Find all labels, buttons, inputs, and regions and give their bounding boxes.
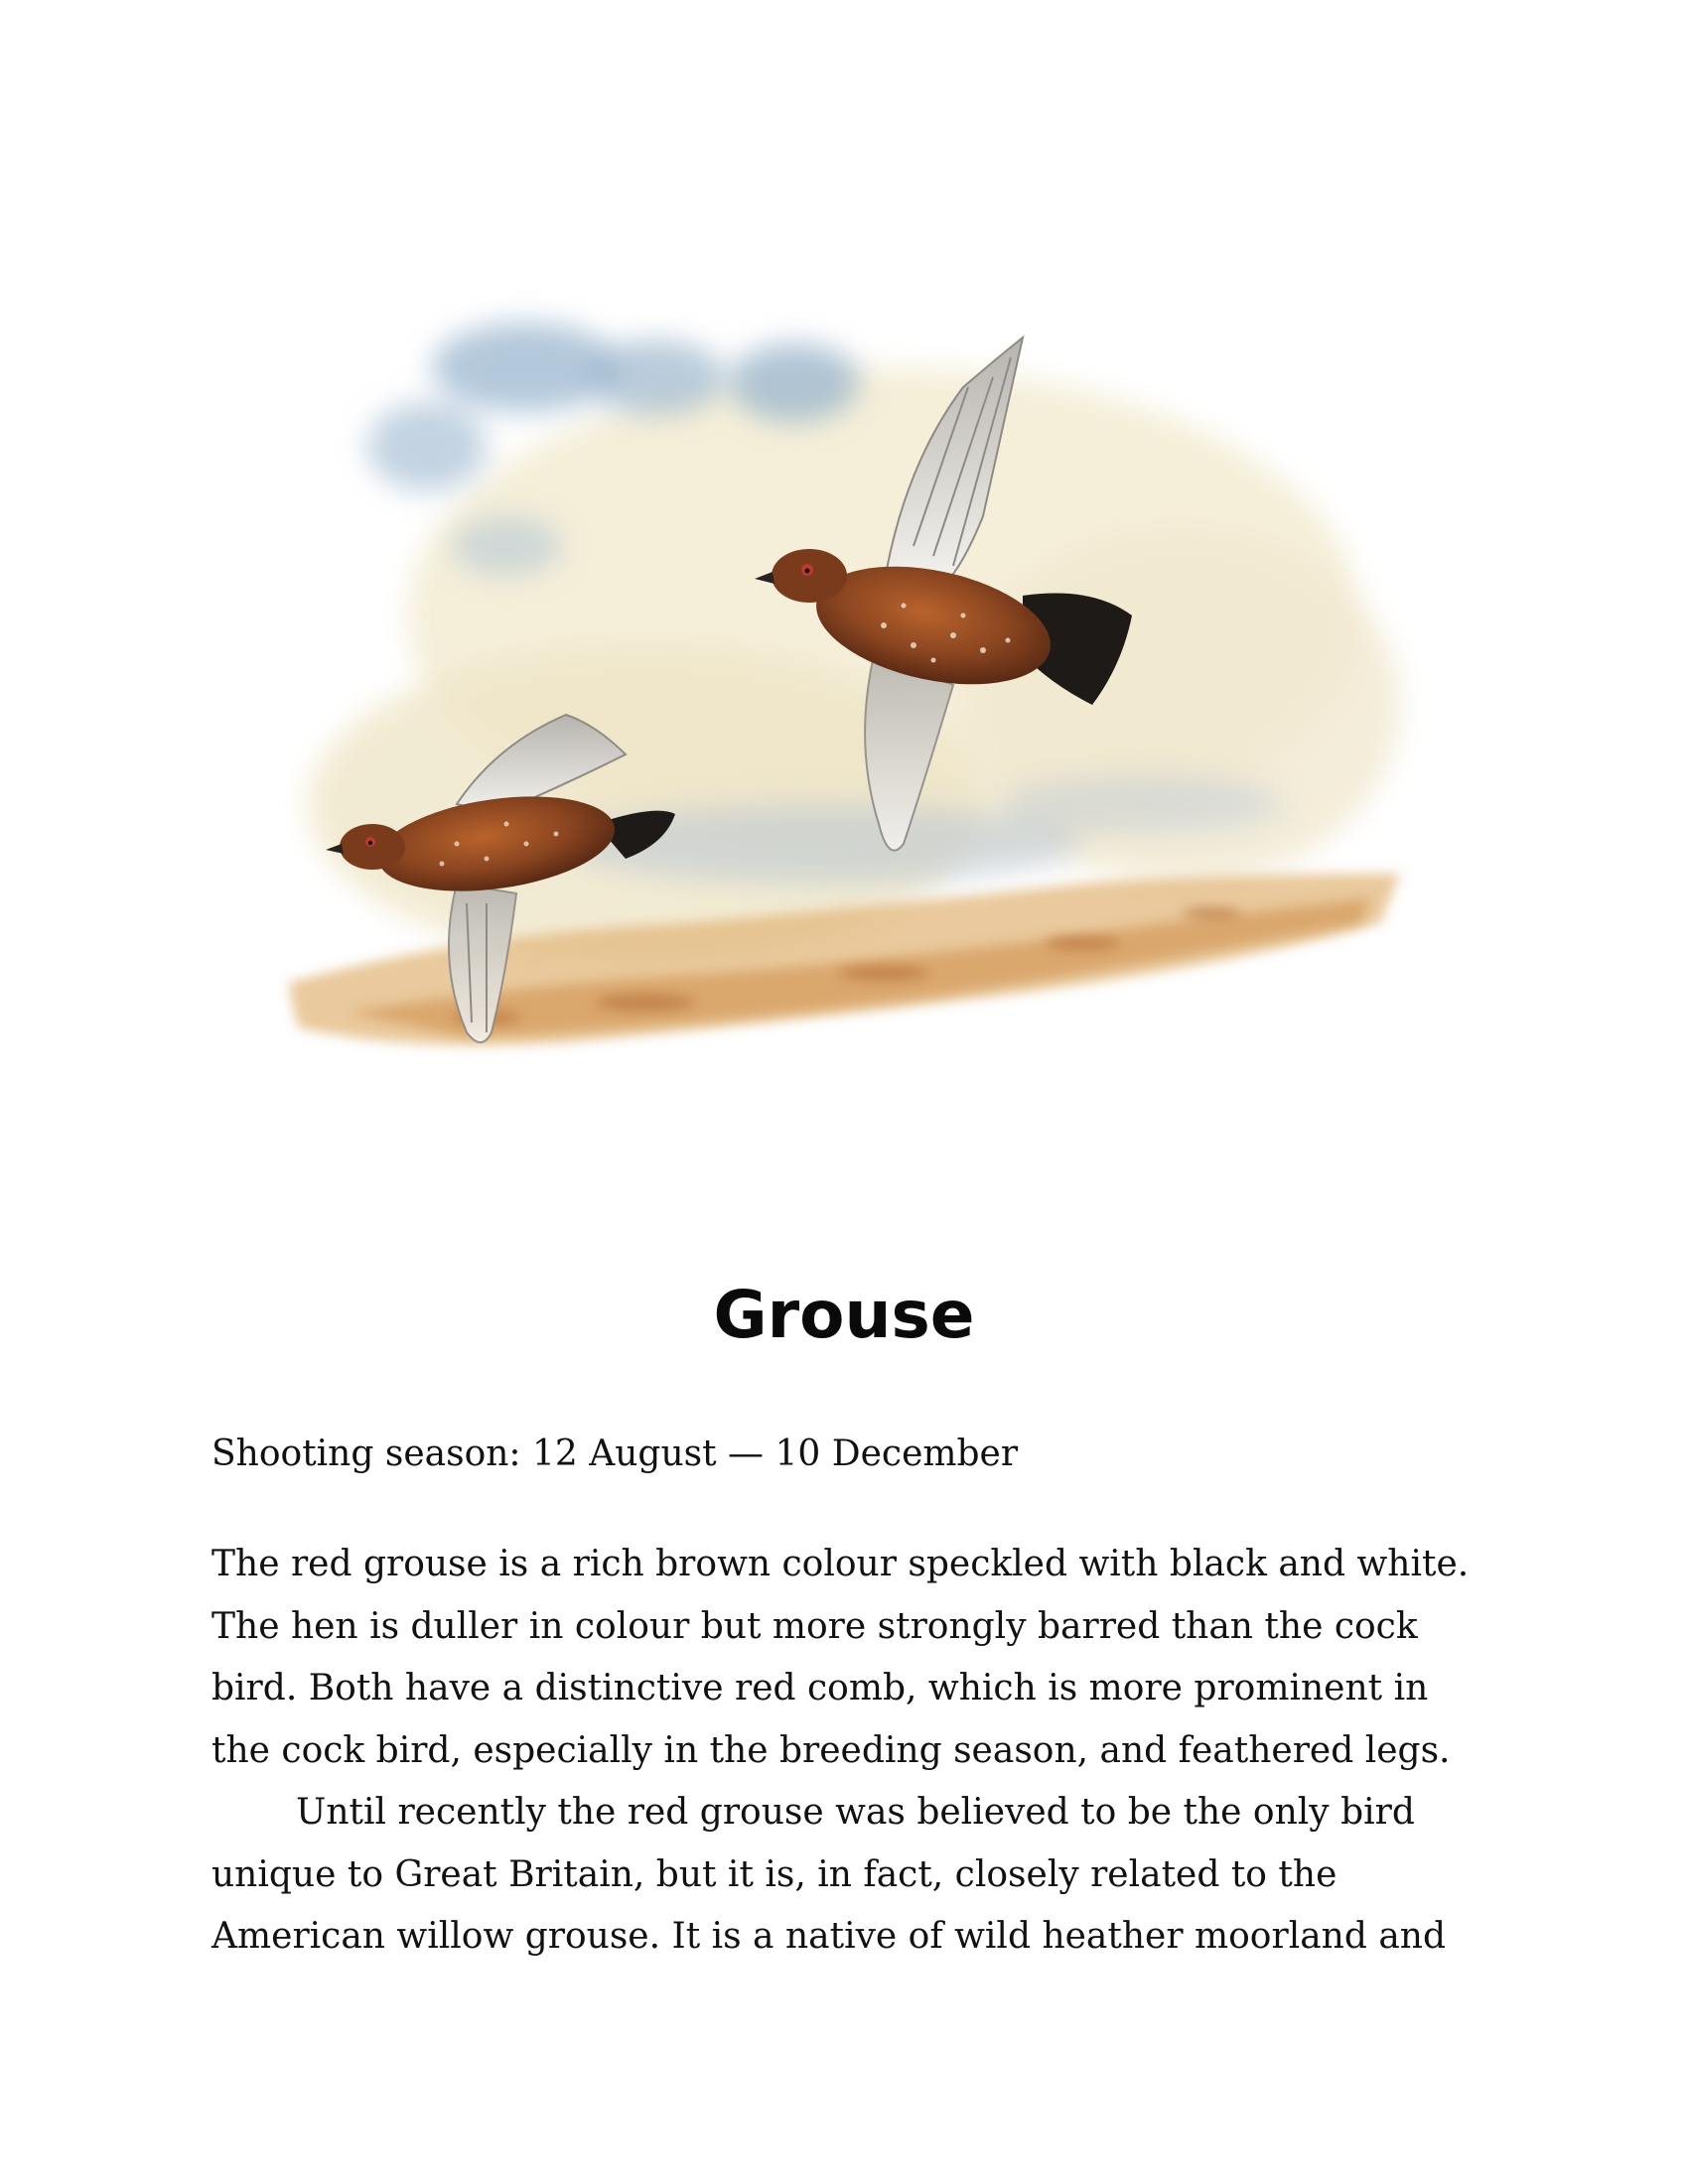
paragraph-1-line-4: the cock bird, especially in the breeding season, and feathered legs. <box>211 1729 1451 1771</box>
paragraph-2-line-1: Until recently the red grouse was believed to be the only bird <box>296 1792 1415 1833</box>
body-text <box>211 1534 1502 1969</box>
page-title: Grouse <box>713 1277 975 1353</box>
paragraph-1-line-2: The hen is duller in colour but more strongly barred than the cock <box>211 1605 1418 1647</box>
grouse-illustration-icon <box>268 288 1440 1112</box>
paragraph-1-line-3: bird. Both have a distinctive red comb, which is more prominent in <box>211 1668 1429 1708</box>
paragraph-2-line-3: American willow grouse. It is a native of wild heather moorland and <box>211 1916 1447 1957</box>
paragraph-2-line-2: unique to Great Britain, but it is, in fact, closely related to the <box>211 1853 1337 1895</box>
shooting-season: Shooting season: 12 August — 10 December <box>211 1433 1019 1474</box>
paragraph-1-line-1: The red grouse is a rich brown colour speckled with black and white. <box>211 1544 1470 1584</box>
